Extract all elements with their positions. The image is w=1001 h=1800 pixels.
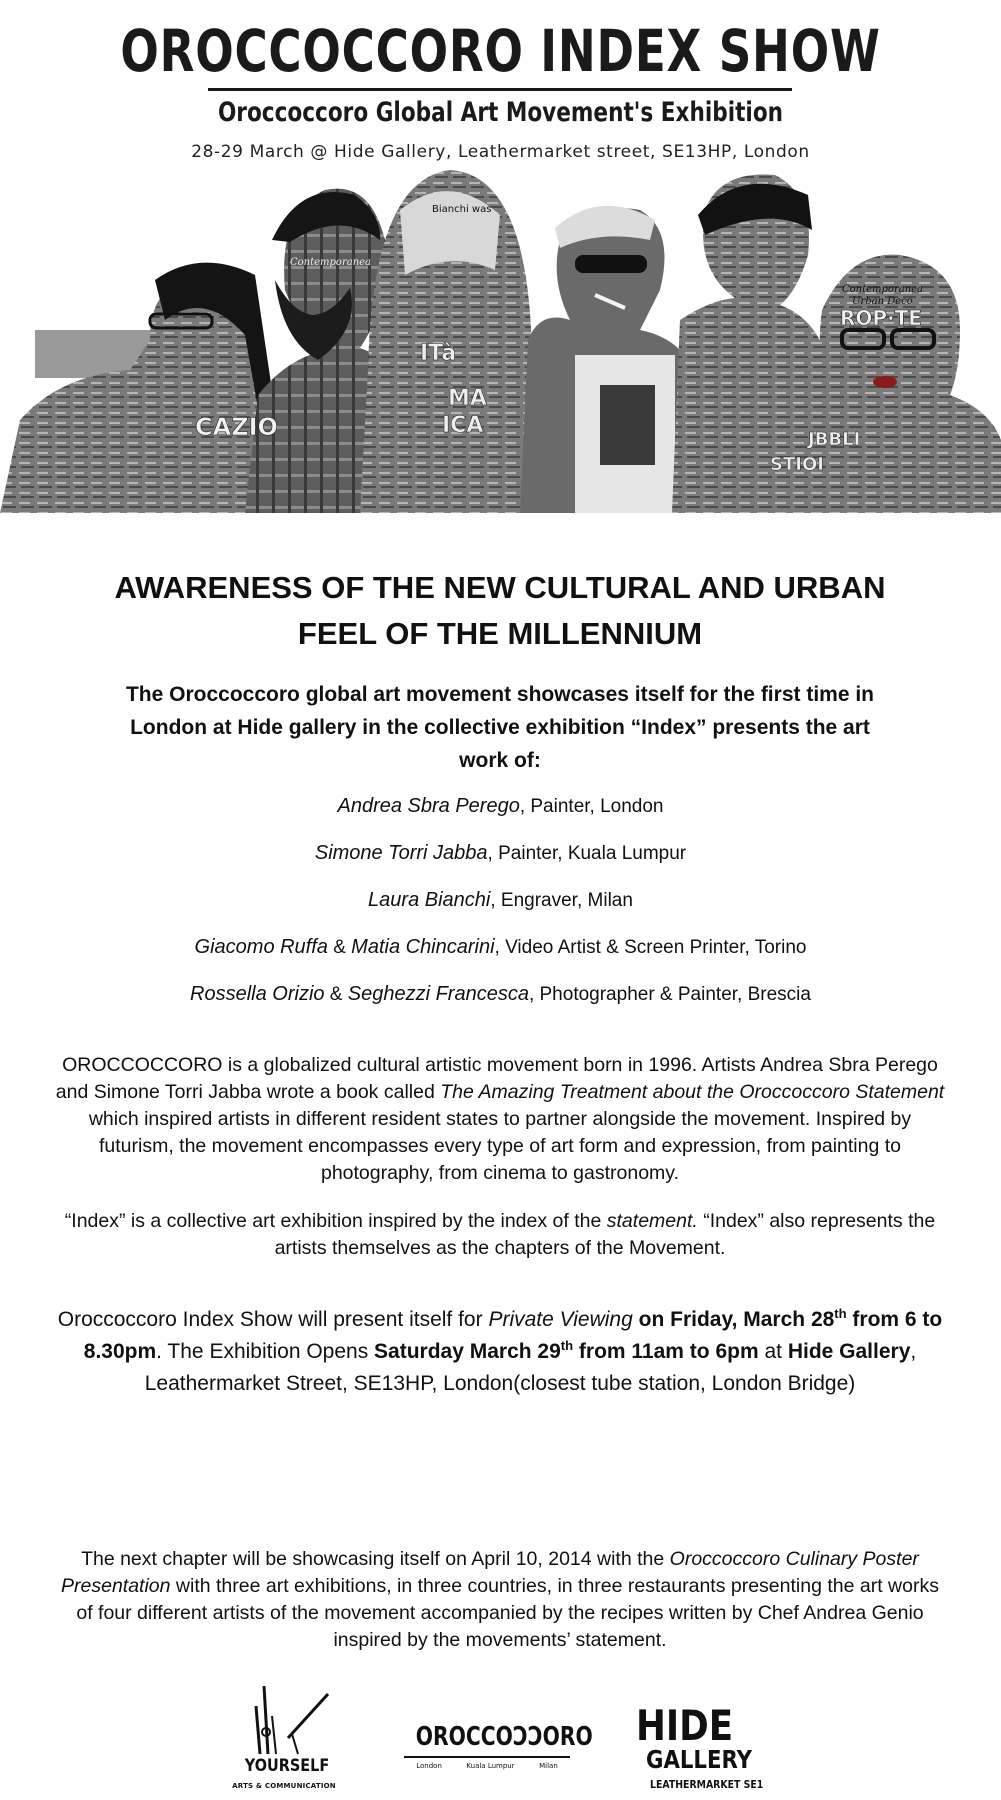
artist-role: , Painter, London	[519, 796, 664, 817]
logo-city: Kuala Lumpur	[466, 1762, 515, 1770]
artist-name-second: Seghezzi Francesca	[347, 983, 529, 1005]
logo-city: Milan	[539, 1762, 558, 1770]
artist-joiner: &	[324, 984, 348, 1005]
schedule-text: , Leathermarket Street, SE13HP, London(closest tube station, London Bridge)	[144, 1340, 917, 1395]
next-chapter-paragraph	[55, 1546, 945, 1654]
artist-name: Andrea Sbra Perego	[337, 795, 520, 817]
venue-name: Hide Gallery	[787, 1340, 911, 1363]
schedule-text: . The Exhibition Opens	[156, 1340, 375, 1363]
poster-subtitle: Oroccoccoro Global Art Movement's Exhibition	[217, 97, 784, 128]
yourself-logo-icon	[236, 1686, 336, 1758]
artist-item	[0, 974, 1001, 1021]
artist-name-second: Matia Chincarini	[351, 936, 495, 958]
headline	[40, 565, 960, 657]
headline-line: FEEL OF THE MILLENNIUM	[297, 616, 703, 651]
oroccoccoro-logo-cities	[404, 1762, 570, 1770]
collage-text: CAZIO	[195, 413, 278, 441]
collage-text: ITà	[420, 341, 457, 366]
artist-name: Giacomo Ruffa	[194, 936, 328, 958]
intro-paragraph	[60, 678, 940, 777]
artist-role: , Painter, Kuala Lumpur	[487, 843, 687, 864]
artist-item	[0, 927, 1001, 974]
schedule-paragraph	[55, 1304, 945, 1400]
artist-name: Rossella Orizio	[190, 983, 325, 1005]
collage-svg	[0, 170, 1001, 513]
ordinal-suffix: th	[560, 1338, 574, 1353]
artist-item	[0, 833, 1001, 880]
book-title: The Amazing Treatment about the Oroccoccoro Statement	[440, 1081, 945, 1103]
hide-gallery-logo-gallery: GALLERY	[646, 1745, 753, 1774]
presentation-title: Oroccoccoro Culinary Poster Presentation	[61, 1548, 919, 1597]
artist-name: Laura Bianchi	[368, 889, 491, 911]
about-text: which inspired artists in different resident states to partner alongside the movement. Inspired by futurism, the movement encompasses every type of art form and expression, from painting to photography, from cinema to gastronomy.	[88, 1108, 912, 1184]
schedule-text: Oroccoccoro Index Show will present itself for	[57, 1308, 489, 1331]
collage-text: MA	[448, 386, 487, 411]
viewing-date: on Friday, March 28	[632, 1308, 835, 1331]
collage-text: Bianchi was	[432, 204, 492, 215]
collage-text: JBBLI	[808, 429, 861, 450]
yourself-logo-text: YOURSELF	[244, 1756, 330, 1776]
private-viewing: Private Viewing	[488, 1308, 633, 1331]
ordinal-suffix: th	[834, 1306, 847, 1321]
index-text: “Index” is a collective art exhibition inspired by the index of the	[64, 1210, 607, 1232]
intro-line: work of:	[459, 749, 541, 772]
collage-text: ROP·TE	[840, 306, 922, 330]
oroccoccoro-logo-rule	[404, 1756, 570, 1758]
opening-time: from 11am to 6pm	[573, 1340, 759, 1363]
collage-text: Contemporanea	[842, 284, 924, 295]
about-paragraph	[55, 1052, 945, 1187]
statement-word: statement.	[606, 1210, 698, 1232]
yourself-logo-subtext: ARTS & COMMUNICATION	[232, 1782, 336, 1790]
collage-text: Contemporanea	[290, 257, 372, 268]
collage-text: Urban Deco	[852, 296, 913, 307]
artist-role: , Photographer & Painter, Brescia	[528, 984, 811, 1005]
intro-line: London at Hide gallery in the collective exhibition “Index” presents the art	[130, 716, 870, 739]
hide-gallery-logo-subtext: LEATHERMARKET SE1	[650, 1778, 764, 1791]
viewing-time: from 6 to 8.30pm	[83, 1308, 943, 1363]
title-underline	[208, 88, 792, 91]
collage-text: ICA	[442, 413, 484, 438]
opening-date: Saturday March 29	[374, 1340, 561, 1363]
intro-line: The Oroccoccoro global art movement showcases itself for the first time in	[125, 683, 874, 706]
artist-item	[0, 880, 1001, 927]
about-text: OROCCOCCORO is a globalized cultural artistic movement born in 1996. Artists Andrea Sbra Perego and Simone Torri Jabba wrote a book called	[55, 1054, 938, 1103]
artists-collage-image	[0, 170, 1001, 513]
artist-role: , Engraver, Milan	[490, 890, 633, 911]
artist-name: Simone Torri Jabba	[314, 842, 488, 864]
next-text: with three art exhibitions, in three countries, in three restaurants presenting the art works of four different artists of the movement accompanied by the recipes written by Chef Andrea Genio inspired by the movements’ statement.	[76, 1575, 939, 1651]
hide-gallery-logo-hide: HIDE	[636, 1701, 734, 1750]
poster-title: OROCCOCCORO INDEX SHOW	[120, 17, 881, 85]
artist-role: , Video Artist & Screen Printer, Torino	[494, 937, 807, 958]
artist-item	[0, 786, 1001, 833]
artist-joiner: &	[327, 937, 352, 958]
schedule-text: at	[758, 1340, 788, 1363]
artist-list	[0, 786, 1001, 1021]
index-text: “Index” also represents the artists themselves as the chapters of the Movement.	[274, 1210, 936, 1259]
date-location-line: 28-29 March @ Hide Gallery, Leathermarket street, SE13HP, London	[191, 142, 810, 162]
next-text: The next chapter will be showcasing itself on April 10, 2014 with the	[81, 1548, 670, 1570]
collage-text: STIOI	[770, 454, 824, 475]
logo-city: London	[416, 1762, 442, 1770]
index-paragraph	[55, 1208, 945, 1262]
headline-line: AWARENESS OF THE NEW CULTURAL AND URBAN	[114, 570, 886, 605]
oroccoccoro-logo-text: OROCCOƆƆORO	[415, 1722, 593, 1752]
